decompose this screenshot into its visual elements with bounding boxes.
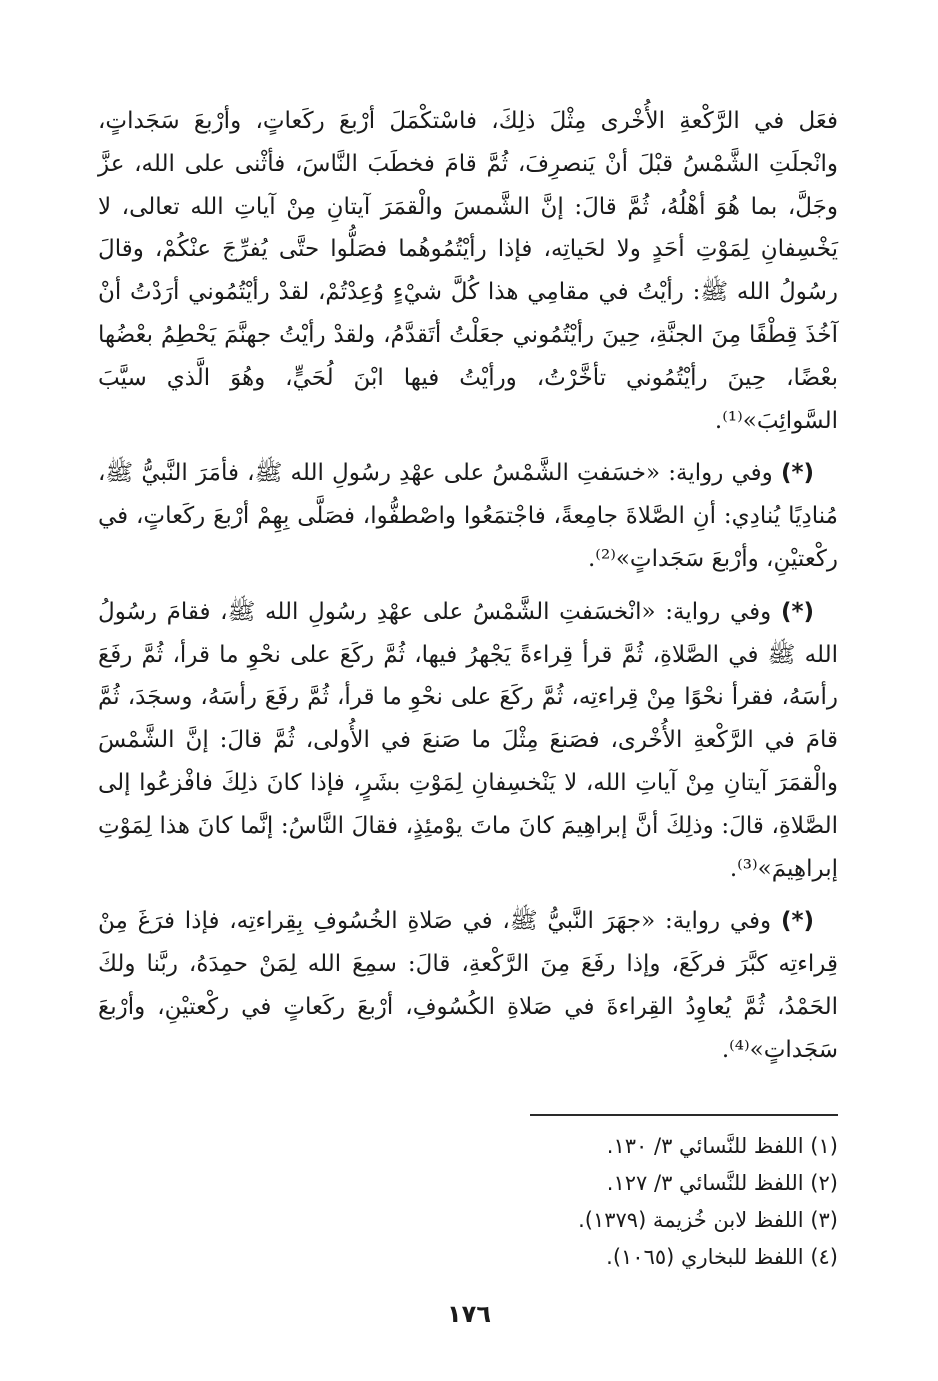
paragraph-3-text: وفي رواية: «انْخسَفتِ الشَّمْسُ على عهْدِ رسُولِ الله ﷺ، فقامَ رسُولُ الله ﷺ في الصَّلاةِ، ثُمَّ قرأ قِراءةً يَجْهرُ فيها، ثُمَّ ركَعَ على نحْوِ ما قرأ، ثُمَّ رفَعَ رأسَهُ، فقرأ نحْوًا مِنْ قِراءتِه، ثُمَّ ركَعَ على نحْوِ ما قرأ، ثُمَّ رفَعَ رأسَهُ، وسجَدَ، ثُمَّ قامَ في الرَّكْعةِ الأُخْرى، فصَنعَ مِثْلَ ما صَنعَ في الأُولى، ثُمَّ قالَ: إنَّ الشَّمْسَ والْقمَرَ آيتانِ مِنْ آياتِ الله، لا يَنْخسِفانِ لِمَوْتِ بشَرٍ، فإذا كانَ ذلِكَ فافْزعُوا إلى الصَّلاةِ، قالَ: وذلِكَ أنَّ إبراهِيمَ كانَ ماتَ يوْمئِذٍ، فقالَ النَّاسُ: إنَّما كانَ هذا لِمَوْتِ إبراهِيمَ»⁽³⁾. bbox=[98, 598, 838, 882]
footnote-divider bbox=[530, 1114, 838, 1116]
paragraph-3 bbox=[98, 591, 838, 891]
footnote-4: (٤) اللفظ للبخاري (١٠٦٥). bbox=[606, 1245, 838, 1269]
page-number: ١٧٦ bbox=[447, 1300, 491, 1328]
paragraph-4-text: وفي رواية: «جهَرَ النَّبيُّ ﷺ، في صَلاةِ الخُسُوفِ بِقِراءتِه، فإذا فرَغَ مِنْ قِراءتِه كبَّرَ فركَعَ، وإذا رفَعَ مِنَ الرَّكْعةِ، قالَ: سمِعَ الله لِمَنْ حمِدَهُ، ربَّنا ولكَ الحَمْدُ، ثُمَّ يُعاوِدُ القِراءةَ في صَلاةِ الكُسُوفِ، أرْبعَ ركَعاتٍ في ركْعتيْنِ، وأرْبعَ سَجَداتٍ»⁽⁴⁾. bbox=[98, 908, 839, 1063]
paragraph-2-text: وفي رواية: «خسَفتِ الشَّمْسُ على عهْدِ رسُولِ الله ﷺ، فأمَرَ النَّبيُّ ﷺ، مُنادِيًا يُنادِي: أنِ الصَّلاةَ جامِعةً، فاجْتمَعُوا واصْطفُّوا، فصَلَّى بِهِمْ أرْبعَ ركَعاتٍ، في ركْعتيْنِ، وأرْبعَ سَجَداتٍ»⁽²⁾. bbox=[98, 460, 838, 572]
paragraph-2-marker: (*) bbox=[780, 460, 814, 487]
paragraph-3-marker: (*) bbox=[780, 598, 814, 625]
paragraph-1 bbox=[98, 100, 838, 442]
paragraph-2 bbox=[98, 452, 838, 580]
footnote-1: (١) اللفظ للنَّسائي ٣/ ١٣٠. bbox=[606, 1134, 838, 1158]
footnotes bbox=[470, 1128, 838, 1276]
paragraph-1-text: فعَل في الرَّكْعةِ الأُخْرى مِثْلَ ذلِكَ، فاسْتكْمَلَ أرْبعَ ركَعاتٍ، وأرْبعَ سَجَداتٍ، وانْجلَتِ الشَّمْسُ قبْلَ أنْ يَنصرِفَ، ثُمَّ قامَ فخطَبَ النَّاسَ، فأثْنى على الله، عزَّ وجَلَّ، بما هُوَ أهْلُهُ، ثُمَّ قالَ: إنَّ الشَّمسَ والْقمَرَ آيتانِ مِنْ آياتِ الله تعالى، لا يَخْسِفانِ لِمَوْتِ أحَدٍ ولا لحَياتِه، فإذا رأيْتُمُوهُما فصَلُّوا حتَّى يُفرِّجَ عنْكُمْ، وقالَ رسُولُ الله ﷺ: رأيْتُ في مقامِي هذا كُلَّ شيْءٍ وُعِدْتُمْ، لقدْ رأيْتُمُوني أرَدْتُ أنْ آخُذَ قِطْفًا مِنَ الجنَّةِ، حِينَ رأيْتُمُوني جعَلْتُ أتَقدَّمُ، ولقدْ رأيْتُ جهنَّمَ يَحْطِمُ بعْضُها بعْضًا، حِينَ رأيْتُمُوني تأخَّرْتُ، ورأيْتُ فيها ابْنَ لُحَيٍّ، وهُوَ الَّذي سيَّبَ السَّوائِبَ»⁽¹⁾. bbox=[98, 108, 838, 434]
paragraph-4 bbox=[98, 900, 838, 1071]
paragraph-4-marker: (*) bbox=[780, 908, 815, 935]
main-text bbox=[98, 100, 838, 1082]
footnote-2: (٢) اللفظ للنَّسائي ٣/ ١٢٧. bbox=[606, 1171, 838, 1195]
footnote-3: (٣) اللفظ لابن خُزيمة (١٣٧٩). bbox=[578, 1208, 838, 1232]
